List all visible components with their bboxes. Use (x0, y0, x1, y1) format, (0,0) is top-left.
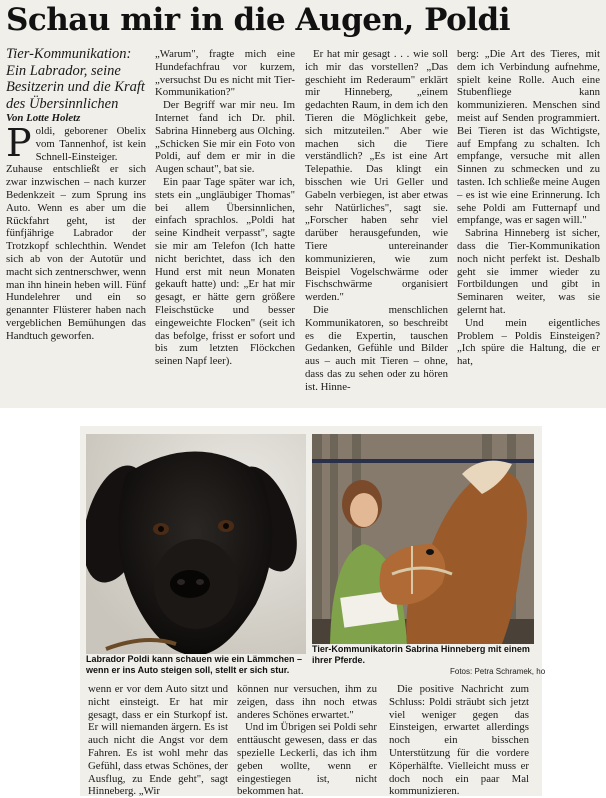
column-1-paragraph-1 (6, 121, 146, 343)
byline: Von Lotte Holetz (6, 112, 81, 124)
column-3-paragraph-1: Er hat mir gesagt . . . wie soll ich mir das vorstellen? „Das geschieht im Rederaum" erklärt mir Hinneberg, „einem gedachten Raum, in dem ich den Tieren die Möglichkeit gebe, sich mitzuteilen." Aber wie machen sich die Tiere verständlich? „Es ist eine Art Telepathie. Das klingt ein bisschen wie Uri Geller und Gabeln verbiegen, ist aber etwas sehr Natürliches", sagt sie. „Forscher haben sehr viel darüber herausgefunden, wie Tiere untereinander kommunizieren, wie zum Beispiel Vogelschwärme oder Fischschwärme organisiert werden." (305, 48, 448, 304)
column-3 (305, 48, 448, 394)
labrador-photo (86, 434, 306, 654)
caption-horse: Tier-Kommunikatorin Sabrina Hinneberg mit einem ihrer Pferde. (312, 644, 530, 665)
column-2-paragraph-3: Ein paar Tage später war ich, stets ein „ungläubiger Thomas" bei allem Übersinnlichen, einfach sprachlos. „Poldi hat seine Kindheit verpasst", sagte sie mir am Telefon (Ich hatte nicht berichtet, dass ich den Hund erst mit neun Monaten gekauft hatte) und: „Er hat mir gesagt, er hätte gern größere Fleischstücke und besser eingeweichte Flocken" (seit ich das befolge, frisst er sofort und bis zum letzten Flöckchen seinen Napf leer). (155, 175, 295, 368)
bottom-column-2-paragraph-2: Und im Übrigen sei Poldi sehr enttäuscht gewesen, dass er das spezielle Leckerli, das ich ihm geben wollte, wenn er eingestiegen ist, nicht bekommen hat. (237, 721, 377, 798)
column-2-paragraph-1: „Warum", fragte mich eine Hundefachfrau vor kurzem, „versuchst Du es nicht mit Tier-Kommunikation?" (155, 48, 295, 99)
bottom-column-3 (389, 683, 529, 798)
caption-labrador: Labrador Poldi kann schauen wie ein Lämmchen – wenn er ins Auto steigen soll, stellt er sich stur. (86, 654, 303, 675)
subheadline: Tier-Kommunikation: Ein Labrador, seine Besitzerin und die Kraft des Übersinnlichen (6, 46, 145, 112)
column-4-paragraph-3: Und mein eigentliches Problem – Poldis Einsteigen? „Ich spüre die Haltung, die er hat, (457, 316, 600, 368)
column-4-paragraph-1: berg: „Die Art des Tieres, mit dem ich Verbindung aufnehme, spielt keine Rolle. Auch eine Stubenfliege kann kommunizieren. Menschen sind meist auf Senden programmiert. Bei Tieren ist das Wichtigste, auf Empfang zu schalten. Ich empfange, versuche mit allen Sinnen zu schmecken und zu tasten. Ich schließe meine Augen – es ist wie eine Erinnerung. Ich sehe Poldi am Futternapf und empfange, was er sagen will." (457, 48, 600, 227)
bottom-column-1-paragraph: wenn er vor dem Auto sitzt und nicht einsteigt. Er hat mir gesagt, dass er ein Sturkopf ist. Er will niemanden ärgern. Es ist auch nicht die Angst vor dem Fahren. Es ist wohl mehr das Gefühl, dass etwas Schönes, der Ausflug, zu Ende geht", sagt Hinneberg. „Wir (88, 683, 228, 798)
bottom-column-3-paragraph: Die positive Nachricht zum Schluss: Poldi sträubt sich jetzt viel weniger gegen das Einsteigen, erwartet allerdings noch ein bisschen Unterstützung für die vordere Köperhälfte. Vielleicht muss er doch noch ein paar Mal kommunizieren. (389, 683, 529, 798)
column-2 (155, 48, 295, 368)
column-4 (457, 48, 600, 368)
column-1 (6, 46, 146, 343)
column-4-paragraph-2: Sabrina Hinneberg ist sicher, dass die Tier-Kommunikation noch nicht perfekt ist. Deshalb geht sie immer wieder zu Fortbildungen und gibt in Seminaren weiter, was sie gelernt hat. (457, 227, 600, 316)
column-3-paragraph-2: Die menschlichen Kommunikatoren, so beschreibt es die Expertin, tauschen Gedanken, Gefühle und Bilder aus – auch mit Tieren – ohne, dass das zu sehen oder zu hören ist. Hinne- (305, 303, 448, 393)
drop-cap: P (6, 121, 32, 165)
column-1-text: oldi, geborener Obelix vom Tannenhof, ist kein Schnell-Einsteiger. Zuhause entschließt er sich zwar inzwischen – nach kurzer Bedenkzeit – zum Sprung ins Auto. Wenn es aber um die Rückfahrt geht, ist der fünfjährige Labrador der Trotzkopf schlechthin. Wendet sich ab von der Autotür und macht sich zentnerschwer, wenn man ihn hinein heben will. Fünf Hundelehrer und ein so genannter Flüsterer haben nach vergeblichen Bemühungen das Handtuch geworfen. (6, 125, 146, 342)
bottom-column-1 (88, 683, 228, 798)
column-2-paragraph-2: Der Begriff war mir neu. Im Internet fand ich Dr. phil. Sabrina Hinneberg aus Olching. „Schicken Sie mir ein Foto von Poldi, auf dem er mir in die Augen schaut", bat sie. (155, 99, 295, 176)
bottom-column-2 (237, 683, 377, 798)
headline: Schau mir in die Augen, Poldi (6, 2, 510, 38)
photo-credit: Fotos: Petra Schramek, ho (450, 667, 546, 676)
horse-and-woman-illustration (312, 434, 534, 644)
bottom-column-2-paragraph-1: können nur versuchen, ihm zu zeigen, dass ihn noch etwas anderes Schönes erwartet." (237, 683, 377, 721)
labrador-illustration (86, 434, 306, 654)
horse-photo (312, 434, 534, 644)
